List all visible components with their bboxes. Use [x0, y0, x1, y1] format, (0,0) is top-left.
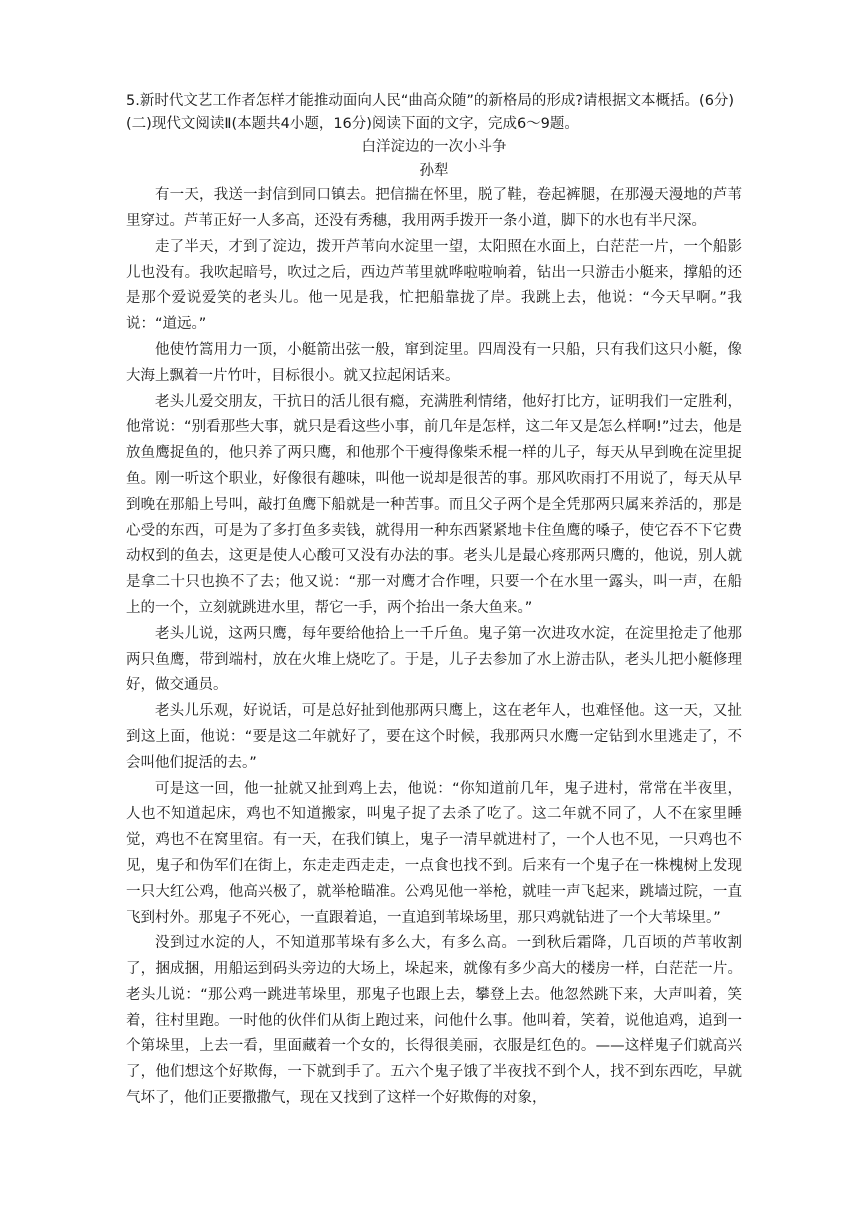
- question-5: 5.新时代文艺工作者怎样才能推动面向人民“曲高众随”的新格局的形成?请根据文本概括。(6分): [126, 93, 735, 109]
- paragraph: 老头儿爱交朋友，干抗日的活儿很有瘾，充满胜利情绪，他好打比方，证明我们一定胜利，他常说：“别看那些大事，就只是看这些小事，前几年是怎样，这二年又是怎么样啊!”过去，他是放鱼鹰捉鱼的，他只养了两只鹰，和他那个干瘦得像柴禾棍一样的儿子，每天从早到晚在淀里捉鱼。刚一听这个职业，好像很有趣味，叫他一说却是很苦的事。那风吹雨打不用说了，每天从早到晚在那船上号叫，敲打鱼鹰下船就是一种苦事。而且父子两个是全凭那两只属来养活的，那是心受的东西，可是为了多打鱼多卖钱，就得用一种东西紧紧地卡住鱼鹰的嗓子，使它吞不下它费动权到的鱼去，这更是使人心酸可又没有办法的事。老头儿是最心疼那两只鹰的，他说，别人就是拿二十只也换不了去；他又说：“那一对鹰才合作哩，只要一个在水里一露头，叫一声，在船上的一个，立刻就跳进水里，帮它一手，两个抬出一条大鱼来。”: [126, 393, 742, 616]
- article-author: 孙犁: [419, 163, 449, 180]
- article-title: 白洋淀边的一次小斗争: [361, 139, 507, 156]
- paragraph: 老头儿乐观，好说话，可是总好扯到他那两只鹰上，这在老年人，也难怪他。这一天，又扯到这上面，他说：“要是这二年就好了，要在这个时候，我那两只水鹰一定钻到水里逃走了，不会叫他们捉活的去。”: [126, 703, 742, 771]
- paragraph: 可是这一回，他一扯就又扯到鸡上去，他说：“你知道前几年，鬼子进村，常常在半夜里，人也不知道起床，鸡也不知道搬家，叫鬼子捉了去杀了吃了。这二年就不同了，人不在家里睡觉，鸡也不在窝里宿。有一天，在我们镇上，鬼子一清早就进村了，一个人也不见，一只鸡也不见，鬼子和伪军们在街上，东走走西走走，一点食也找不到。后来有一个鬼子在一株槐树上发现一只大红公鸡，他高兴极了，就举枪瞄准。公鸡见他一举枪，就哇一声飞起来，跳墙过院，一直飞到村外。那鬼子不死心，一直跟着追，一直追到苇垛场里，那只鸡就钻进了一个大苇垛里。”: [126, 780, 742, 926]
- paragraph: 有一天，我送一封信到同口镇去。把信揣在怀里，脱了鞋，卷起裤腿，在那漫天漫地的芦苇里穿过。芦苇正好一人多高，还没有秀穗，我用两手拨开一条小道，脚下的水也有半尺深。: [126, 187, 742, 229]
- paragraph: 老头儿说，这两只鹰，每年要给他拾上一千斤鱼。鬼子第一次进攻水淀，在淀里抢走了他那两只鱼鹰，带到端村，放在火堆上烧吃了。于是，儿子去参加了水上游击队，老头儿把小艇修理好，做交通员。: [126, 625, 742, 694]
- paragraph: 没到过水淀的人，不知道那苇垛有多么大，有多么高。一到秋后霜降，几百顷的芦苇收割了，捆成捆，用船运到码头旁边的大场上，垛起来，就像有多少高大的楼房一样，白茫茫一片。老头儿说：“那公鸡一跳进苇垛里，那鬼子也跟上去，攀登上去。他忽然跳下来，大声叫着，笑着，往村里跑。一时他的伙伴们从街上跑过来，问他什么事。他叫着，笑着，说他追鸡，追到一个第垛里，上去一看，里面藏着一个女的，长得很美丽，衣服是红色的。——这样鬼子们就高兴了，他们想这个好欺侮，一下就到手了。五六个鬼子饿了半夜找不到个人，找不到东西吃，早就气坏了，他们正要撒撒气，现在又找到了这样一个好欺侮的对象，: [126, 935, 742, 1107]
- section-header: (二)现代文阅读Ⅱ(本题共4小题，16分)阅读下面的文字，完成6～9题。: [126, 115, 579, 132]
- paragraph: 他使竹篙用力一顶，小艇箭出弦一般，窜到淀里。四周没有一只船，只有我们这只小艇，像大海上飘着一片竹叶，目标很小。就又拉起闲话来。: [126, 341, 742, 384]
- paragraph: 走了半天，才到了淀边，拨开芦苇向水淀里一望，太阳照在水面上，白茫茫一片，一个船影儿也没有。我吹起暗号，吹过之后，西边芦苇里就哗啦啦响着，钻出一只游击小艇来，撑船的还是那个爱说爱笑的老头儿。他一见是我，忙把船靠拢了岸。我跳上去，他说：“今天早啊。”我说：“道远。”: [126, 238, 742, 333]
